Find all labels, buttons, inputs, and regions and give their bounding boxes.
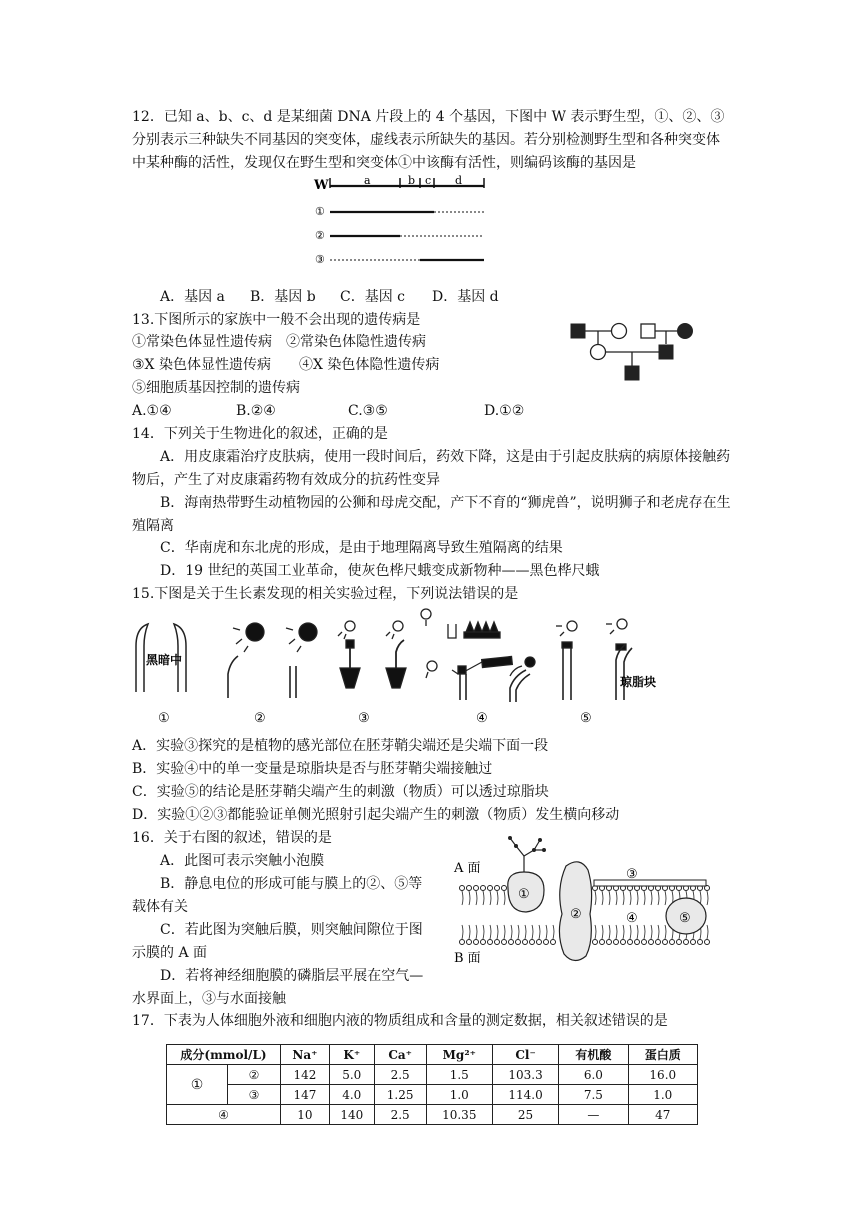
q12-option-b: B．基因 b	[250, 289, 316, 305]
table-group-label: ①	[167, 1065, 228, 1105]
q13-option-d: D.①②	[484, 403, 525, 419]
table-cell: 142	[281, 1065, 330, 1085]
q15-stem: 15.下图是关于生长素发现的相关实验过程，下列说法错误的是	[132, 586, 519, 602]
table-row-label: ②	[228, 1065, 281, 1085]
q16-label-a-side: A 面	[454, 861, 481, 876]
q16-label-n5: ⑤	[679, 911, 691, 926]
q14-option-c: C．华南虎和东北虎的形成，是由于地理隔离导致生殖隔离的结果	[160, 540, 563, 556]
table-cell: 10	[281, 1105, 330, 1125]
table-cell: 6.0	[559, 1065, 628, 1085]
q15-option-c: C．实验⑤的结论是胚芽鞘尖端产生的刺激（物质）可以透过琼脂块	[132, 784, 549, 800]
table-cell: 1.0	[426, 1085, 492, 1105]
q15-option-a: A．实验③探究的是植物的感光部位在胚芽鞘尖端还是尖端下面一段	[132, 738, 549, 754]
q15-option-b: B．实验④中的单一变量是琼脂块是否与胚芽鞘尖端接触过	[132, 761, 493, 777]
table-header-cl: Cl⁻	[492, 1045, 558, 1065]
q15-label-n2: ②	[254, 711, 266, 726]
table-cell: 10.35	[426, 1105, 492, 1125]
table-cell: —	[559, 1105, 628, 1125]
table-row	[167, 1085, 698, 1105]
table-cell: 2.5	[374, 1065, 426, 1085]
table-header-k: K⁺	[329, 1045, 374, 1065]
q13-option-a: A.①④	[132, 403, 172, 419]
table-cell: 7.5	[559, 1085, 628, 1105]
table-cell: 140	[329, 1105, 374, 1125]
q12-label-b: b	[408, 174, 416, 187]
q16-label-n1: ①	[518, 887, 530, 902]
table-row	[167, 1065, 698, 1085]
q12-option-c: C．基因 c	[340, 289, 406, 305]
q12-gene-figure	[312, 172, 492, 272]
table-cell: 147	[281, 1085, 330, 1105]
q16-option-c: C．若此图为突触后膜，则突触间隙位于图示膜的 A 面	[132, 922, 423, 961]
table-row-label: ③	[228, 1085, 281, 1105]
q16-stem: 16．关于右图的叙述，错误的是	[132, 830, 332, 846]
q16-option-a: A．此图可表示突触小泡膜	[160, 853, 325, 869]
table-header-na: Na⁺	[281, 1045, 330, 1065]
q17-data-table	[166, 1044, 698, 1125]
q15-label-n1: ①	[158, 711, 170, 726]
q13-option-c: C.③⑤	[348, 403, 388, 419]
table-cell: 103.3	[492, 1065, 558, 1085]
q13-option-b: B.②④	[236, 403, 276, 419]
table-cell: 4.0	[329, 1085, 374, 1105]
table-cell: 114.0	[492, 1085, 558, 1105]
q15-label-dark: 黑暗中	[146, 653, 183, 667]
q15-label-n3: ③	[358, 711, 370, 726]
q12-label-r1: ①	[315, 205, 325, 218]
q15-exp2	[228, 623, 317, 698]
q14-stem: 14．下列关于生物进化的叙述，正确的是	[132, 426, 388, 442]
q16-label-n4: ④	[626, 911, 638, 926]
table-header-protein: 蛋白质	[628, 1045, 697, 1065]
table-header-component: 成分(mmol/L)	[167, 1045, 281, 1065]
table-cell: 5.0	[329, 1065, 374, 1085]
q12-label-c: c	[425, 174, 432, 187]
q16-label-n2: ②	[570, 907, 582, 922]
table-header-mg: Mg²⁺	[426, 1045, 492, 1065]
q12-label-r2: ②	[315, 229, 325, 242]
q13-line3: ⑤细胞质基因控制的遗传病	[132, 380, 300, 396]
q14-option-b: B．海南热带野生动植物园的公狮和母虎交配，产下不育的“狮虎兽”，说明狮子和老虎存在生殖隔离	[132, 495, 731, 534]
q17-stem: 17．下表为人体细胞外液和细胞内液的物质组成和含量的测定数据，相关叙述错误的是	[132, 1013, 668, 1029]
table-header-ca: Ca⁺	[374, 1045, 426, 1065]
q15-exp4	[421, 609, 535, 702]
q12-option-a: A．基因 a	[160, 289, 225, 305]
q12-label-d: d	[455, 174, 463, 187]
q13-stem: 13.下图所示的家族中一般不会出现的遗传病是	[132, 312, 421, 328]
q16-label-n3: ③	[626, 867, 638, 882]
q14-option-a: A．用皮康霜治疗皮肤病，使用一段时间后，药效下降，这是由于引起皮肤病的病原体接触药物后，产生了对皮康霜药物有效成分的抗药性变异	[132, 449, 731, 488]
table-header-organic-acid: 有机酸	[559, 1045, 628, 1065]
q13-line1: ①常染色体显性遗传病 ②常染色体隐性遗传病	[132, 334, 426, 350]
table-row	[167, 1045, 698, 1065]
q15-label-agar: 琼脂块	[620, 675, 657, 689]
q13-pedigree-figure	[566, 318, 696, 388]
q15-option-d: D．实验①②③都能验证单侧光照射引起尖端产生的刺激（物质）发生横向移动	[132, 807, 620, 823]
table-row-label: ④	[167, 1105, 281, 1125]
table-row	[167, 1105, 698, 1125]
q16-label-b-side: B 面	[454, 951, 481, 966]
q15-auxin-figure	[130, 604, 666, 728]
q12-label-r3: ③	[315, 253, 325, 266]
table-cell: 47	[628, 1105, 697, 1125]
q16-membrane-figure	[448, 830, 718, 970]
q15-label-n4: ④	[476, 711, 488, 726]
q12-option-d: D．基因 d	[432, 289, 499, 305]
table-cell: 25	[492, 1105, 558, 1125]
q12-label-w: W	[314, 178, 329, 193]
q16-option-b: B．静息电位的形成可能与膜上的②、⑤等载体有关	[132, 876, 423, 915]
table-cell: 16.0	[628, 1065, 697, 1085]
table-cell: 1.25	[374, 1085, 426, 1105]
q13-line2: ③X 染色体显性遗传病 ④X 染色体隐性遗传病	[132, 357, 440, 373]
table-cell: 1.5	[426, 1065, 492, 1085]
table-cell: 2.5	[374, 1105, 426, 1125]
q14-option-d: D．19 世纪的英国工业革命，使灰色桦尺蛾变成新物种——黑色桦尺蛾	[160, 563, 600, 579]
table-cell: 1.0	[628, 1085, 697, 1105]
q12-stem: 12．已知 a、b、c、d 是某细菌 DNA 片段上的 4 个基因，下图中 W 表示野生型，①、②、③分别表示三种缺失不同基因的突变体，虚线表示所缺失的基因。若分别检测野生型和各种突变体中某种酶的活性，发现仅在野生型和突变体①中该酶有活性，则编码该酶的基因是	[132, 109, 725, 171]
q15-label-n5: ⑤	[580, 711, 592, 726]
q12-label-a: a	[364, 174, 371, 187]
q16-option-d: D．若将神经细胞膜的磷脂层平展在空气—水界面上，③与水面接触	[132, 968, 424, 1007]
q15-exp3	[338, 621, 406, 688]
